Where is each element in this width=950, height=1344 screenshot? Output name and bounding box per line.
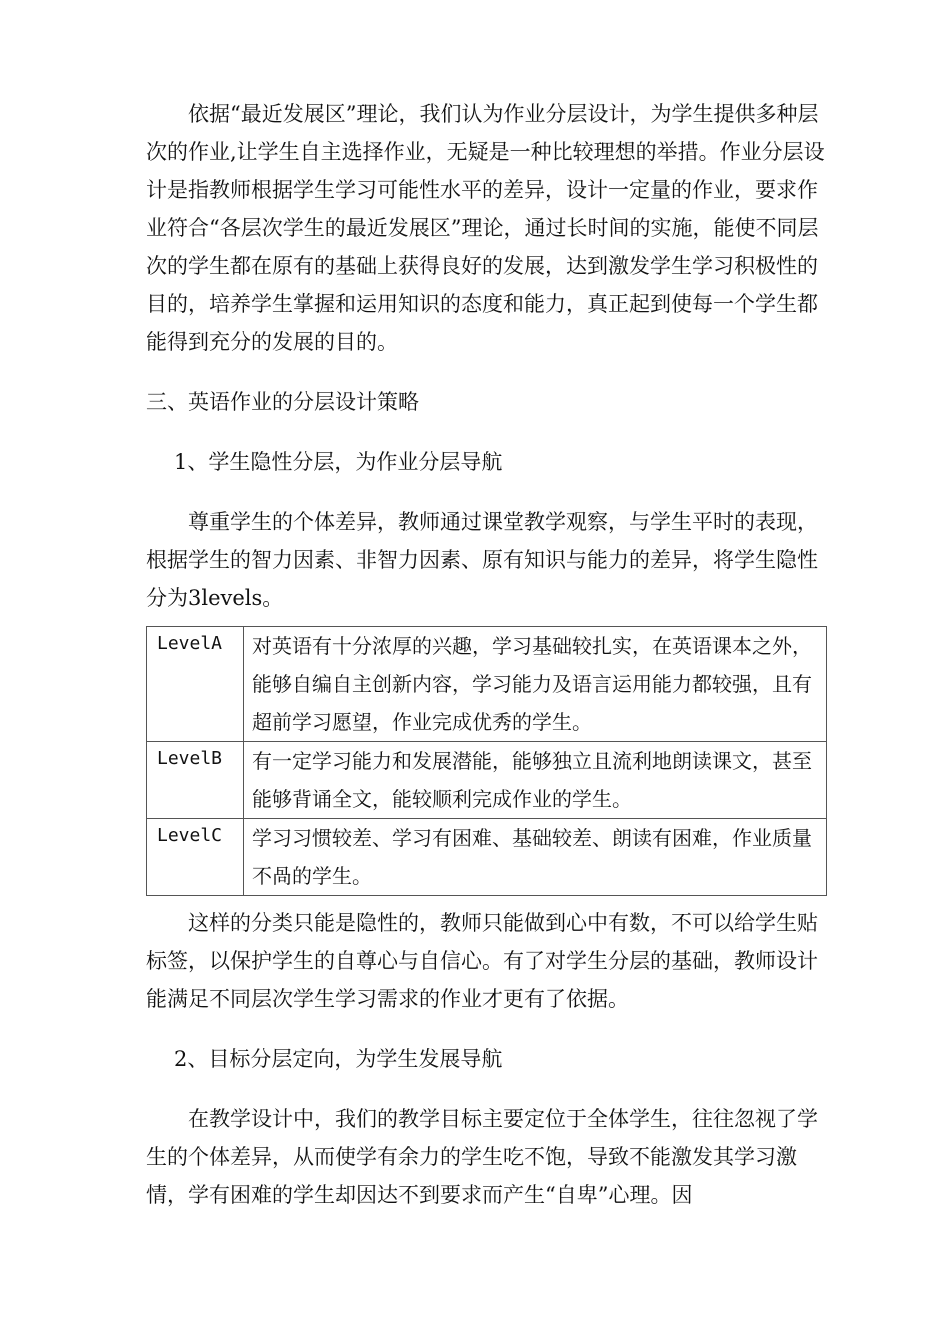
levels-table	[146, 626, 827, 896]
paragraph-hidden-classification: 这样的分类只能是隐性的，教师只能做到心中有数，不可以给学生贴标签，以保护学生的自尊心与自信心。有了对学生分层的基础，教师设计能满足不同层次学生学习需求的作业才更有了依据。	[146, 911, 818, 1011]
paragraph-zpd-theory: 依据“最近发展区”理论，我们认为作业分层设计，为学生提供多种层次的作业,让学生自主选择作业，无疑是一种比较理想的举措。作业分层设计是指教师根据学生学习可能性水平的差异，设计一定量的作业，要求作业符合“各层次学生的最近发展区”理论，通过长时间的实施，能使不同层次的学生都在原有的基础上获得良好的发展，达到激发学生学习积极性的目的，培养学生掌握和运用知识的态度和能力，真正起到使每一个学生都能得到充分的发展的目的。	[146, 102, 825, 354]
paragraph-student-layering: 尊重学生的个体差异，教师通过课堂教学观察，与学生平时的表现，根据学生的智力因素、非智力因素、原有知识与能力的差异，将学生隐性分为3levels。	[146, 510, 818, 610]
level-description: 对英语有十分浓厚的兴趣，学习基础较扎实，在英语课本之外，能够自编自主创新内容，学习能力及语言运用能力都较强，且有超前学习愿望，作业完成优秀的学生。	[244, 627, 827, 742]
level-label: LevelC	[147, 819, 244, 896]
level-description: 学习习惯较差、学习有困难、基础较差、朗读有困难，作业质量不咼的学生。	[244, 819, 827, 896]
table-row	[147, 819, 827, 896]
level-label: LevelB	[147, 742, 244, 819]
table-row	[147, 627, 827, 742]
document-page	[146, 95, 826, 1214]
section-heading-3: 三、英语作业的分层设计策略	[146, 390, 419, 414]
subheading-1: 1、学生隐性分层，为作业分层导航	[174, 450, 503, 474]
level-description: 有一定学习能力和发展潜能，能够独立且流利地朗读课文，甚至能够背诵全文，能较顺利完成作业的学生。	[244, 742, 827, 819]
level-label: LevelA	[147, 627, 244, 742]
subheading-2: 2、目标分层定向，为学生发展导航	[174, 1047, 503, 1071]
paragraph-teaching-goals: 在教学设计中，我们的教学目标主要定位于全体学生，往往忽视了学生的个体差异，从而使学有余力的学生吃不饱，导致不能激发其学习激情，学有困难的学生却因达不到要求而产生“自卑”心理。因	[146, 1107, 818, 1207]
table-row	[147, 742, 827, 819]
